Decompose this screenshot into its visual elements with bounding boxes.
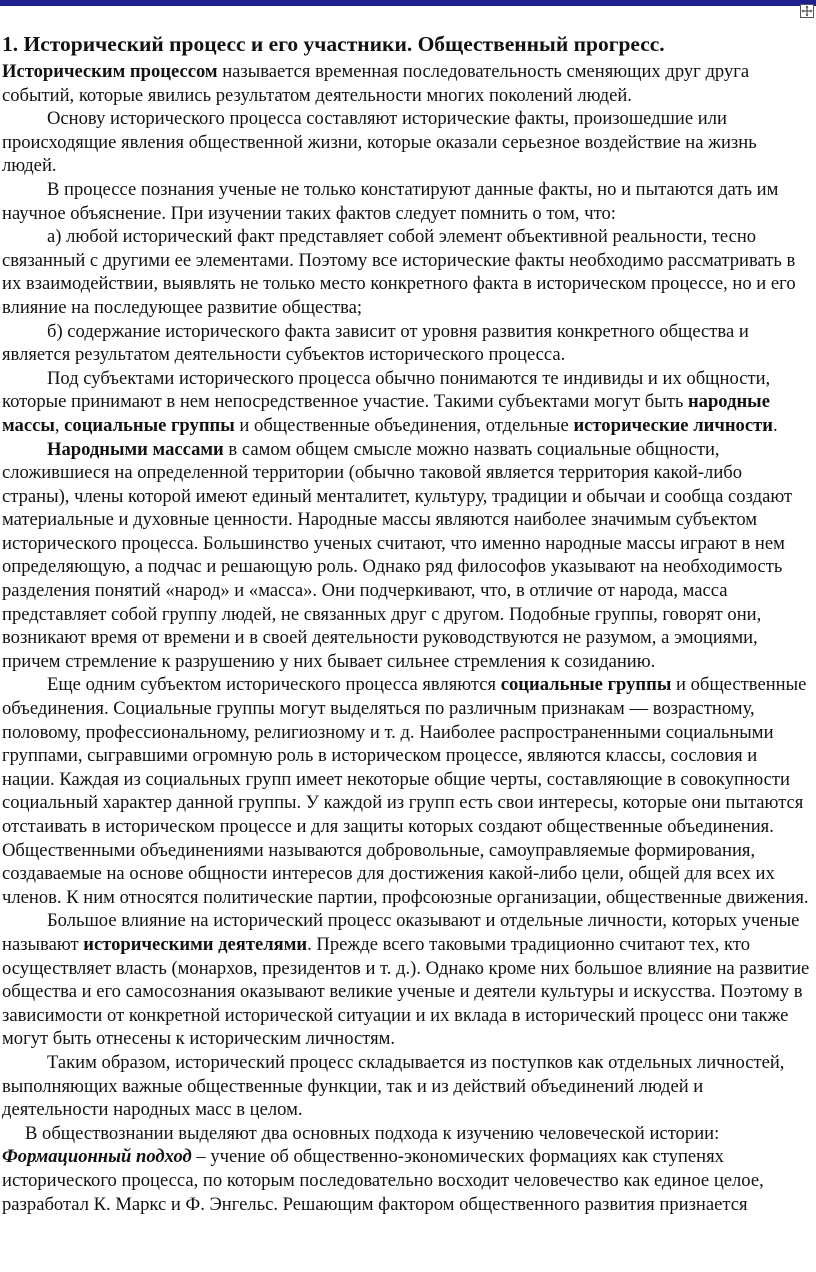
paragraph-personalities: Большое влияние на исторический процесс оказывают и отдельные личности, которых ученые называют историческими деятелями. Прежде всего таковыми традиционно считают тех, кто осуществляет власть (монархов, президентов и т. д.). Однако кроме них большое влияние на развитие общества и его самосознания оказывают великие ученые и деятели культуры и искусства. Поэтому в зависимости от конкретной исторической ситуации и их вклада в исторический процесс они также могут быть отнесены к историческим личностям.	[2, 910, 810, 1050]
paragraph-social-groups: Еще одним субъектом исторического процесса являются социальные группы и общественные объединения. Социальные группы могут выделяться по различным признакам — возрастному, половому, профессиональному, религиозному и т. д. Наиболее распространенными социальными группами, сыгравшими огромную роль в историческом процессе, являются классы, сословия и нации. Каждая из социальных групп имеет некоторые общие черты, составляющие в совокупности социальный характер данной группы. У каждой из групп есть свои интересы, которые они пытаются отстаивать в историческом процессе и для защиты которых создают общественные объединения. Общественными объединениями называются добровольные, самоуправляемые формирования, создаваемые на основе общности интересов для достижения какой-либо цели, общей для всех их членов. К ним относятся политические партии, профсоюзные организации, общественные движения.	[2, 674, 809, 908]
term-masses: народные массы	[2, 391, 770, 436]
term-historical-process: Историческим процессом	[2, 61, 218, 82]
paragraph-formation-approach: Формационный подход – учение об общественно-экономических формациях как ступенях исторического процесса, по которым последовательно восходит человечество как единое целое, разработал К. Маркс и Ф. Энгельс. Решающим фактором общественного развития признается	[2, 1146, 764, 1215]
list-item-a: а) любой исторический факт представляет собой элемент объективной реальности, тесно связанный с другими ее элементами. Поэтому все исторические факты необходимо рассматривать в их взаимодействии, выявлять не только место конкретного факта в историческом процессе, но и его влияние на последующее развитие общества;	[2, 226, 796, 318]
term-social-groups: социальные группы	[64, 414, 235, 436]
term-personalities: исторические личности	[573, 414, 773, 436]
paragraph-definition: Историческим процессом называется временная последовательность сменяющих друг друга событий, которые явились результатом деятельности многих поколений людей.	[2, 61, 750, 106]
term-historical-figures: историческими деятелями	[83, 933, 308, 955]
term-formation-approach: Формационный подход	[2, 1146, 192, 1168]
term-popular-masses: Народными массами	[47, 438, 224, 460]
document-body	[2, 30, 814, 1216]
paragraph-cognition: В процессе познания ученые не только констатируют данные факты, но и пытаются дать им научное объяснение. При изучении таких фактов следует помнить о том, что:	[2, 178, 779, 224]
paragraph-masses: Народными массами в самом общем смысле можно назвать социальные общности, сложившиеся на определенной территории (обычно таковой является территория какой-либо страны), члены которой имеют единый менталитет, культуру, традиции и обычаи и сообща создают материальные и духовные ценности. Народные массы являются наиболее значимым субъектом исторического процесса. Большинство ученых считают, что именно народные массы играют в нем определяющую, а подчас и решающую роль. Однако ряд философов указывают на необходимость разделения понятий «народ» и «масса». Они подчеркивают, что, в отличие от народа, масса представляет собой группу людей, не связанных друг с другом. Подобные группы, говорят они, возникают время от времени и в своей деятельности руководствуются не разумом, а эмоциями, причем стремление к разрушению у них бывает сильнее стремления к созиданию.	[2, 438, 793, 672]
list-item-b: б) содержание исторического факта зависит от уровня развития конкретного общества и является результатом деятельности субъектов исторического процесса.	[2, 320, 749, 366]
paragraph-conclusion: Таким образом, исторический процесс складывается из поступков как отдельных личностей, выполняющих важные общественные функции, так и из действий объединений людей и деятельности народных масс в целом.	[2, 1051, 785, 1121]
paragraph-basis: Основу исторического процесса составляют исторические факты, произошедшие или происходящие явления общественной жизни, которые оказали серьезное воздействие на жизнь людей.	[2, 108, 757, 177]
paragraph-subjects: Под субъектами исторического процесса обычно понимаются те индивиды и их общности, которые принимают в нем непосредственное участие. Такими субъектами могут быть народные массы, социальные группы и общественные объединения, отдельные исторические личности.	[2, 367, 778, 436]
table-move-handle-icon[interactable]	[800, 4, 814, 18]
page-title: 1. Исторический процесс и его участники. Общественный прогресс.	[2, 32, 665, 56]
paragraph-approaches: В обществознании выделяют два основных подхода к изучению человеческой истории:	[25, 1122, 720, 1144]
top-border	[0, 0, 816, 6]
term-social-groups-2: социальные группы	[500, 674, 672, 696]
